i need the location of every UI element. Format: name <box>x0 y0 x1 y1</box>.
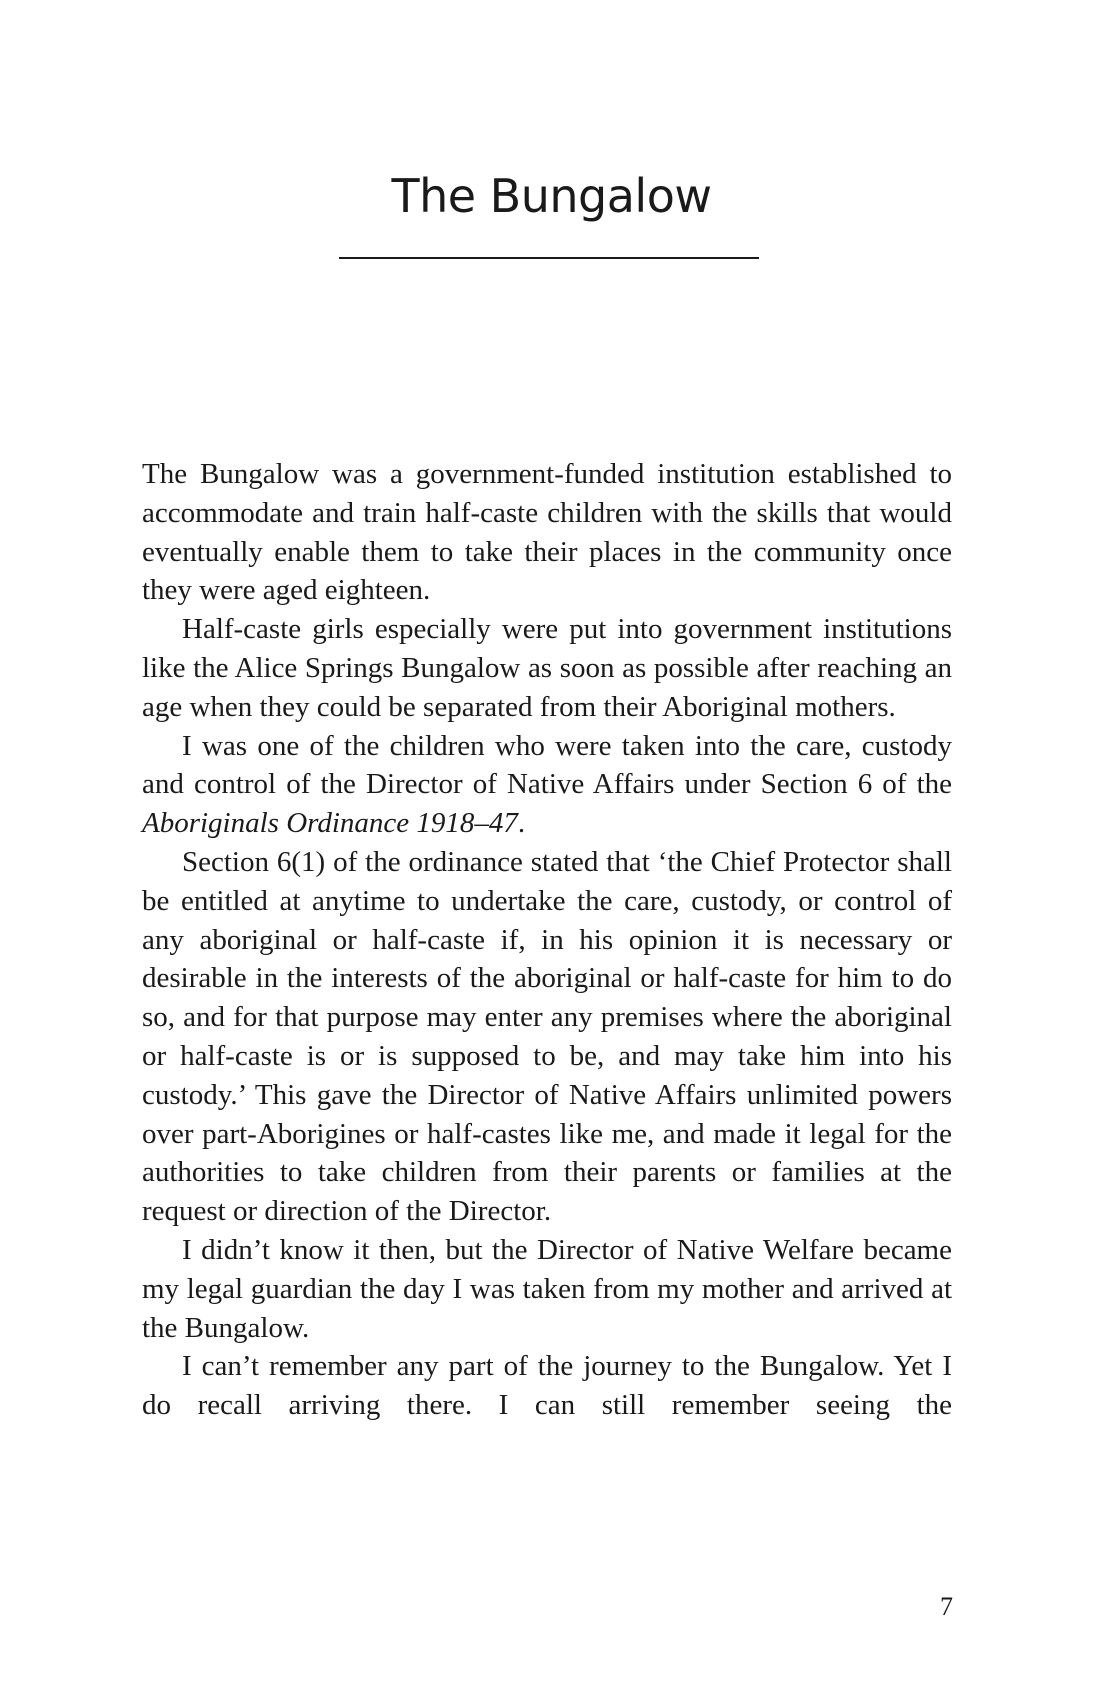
title-underline-rule <box>339 257 759 259</box>
paragraph-2: Half-caste girls especially were put into government institutions like the Alice Springs Bungalow as soon as possible after reaching an age when they could be separated from their Aboriginal mothers. <box>142 613 952 723</box>
paragraph-4: Section 6(1) of the ordinance stated that ‘the Chief Protector shall be entitled at anytime to undertake the care, custody, or control of any aboriginal or half-caste if, in his opinion it is necessary or desirable in the interests of the aboriginal or half-caste for him to do so, and for that purpose may enter any premises where the aboriginal or half-caste is or is supposed to be, and may take him into his custody.’ This gave the Director of Native Affairs unlimited powers over part-Aborigines or half-castes like me, and made it legal for the authorities to take children from their parents or families at the request or direction of the Director. <box>142 845 952 1228</box>
paragraph-3-text: I was one of the children who were taken into the care, custody and control of the Director of Native Affairs under Section 6 of the <box>142 729 952 801</box>
paragraph-1: The Bungalow was a government-funded institution established to accommodate and train half-caste children with the skills that would eventually enable them to take their places in the community once they were aged eighteen. <box>142 458 952 607</box>
paragraph-3 <box>142 727 952 843</box>
paragraph-5: I didn’t know it then, but the Director of Native Welfare became my legal guardian the day I was taken from my mother and arrived at the Bungalow. <box>142 1233 952 1344</box>
body-text <box>142 455 952 1425</box>
paragraph-3-end: . <box>517 807 526 840</box>
chapter-title: The Bungalow <box>391 169 712 223</box>
ordinance-title: Aboriginals Ordinance 1918–47 <box>142 807 518 840</box>
paragraph-6: I can’t remember any part of the journey to the Bungalow. Yet I do recall arriving there. I can still remember seeing the <box>142 1350 952 1422</box>
page-number: 7 <box>940 1592 953 1621</box>
